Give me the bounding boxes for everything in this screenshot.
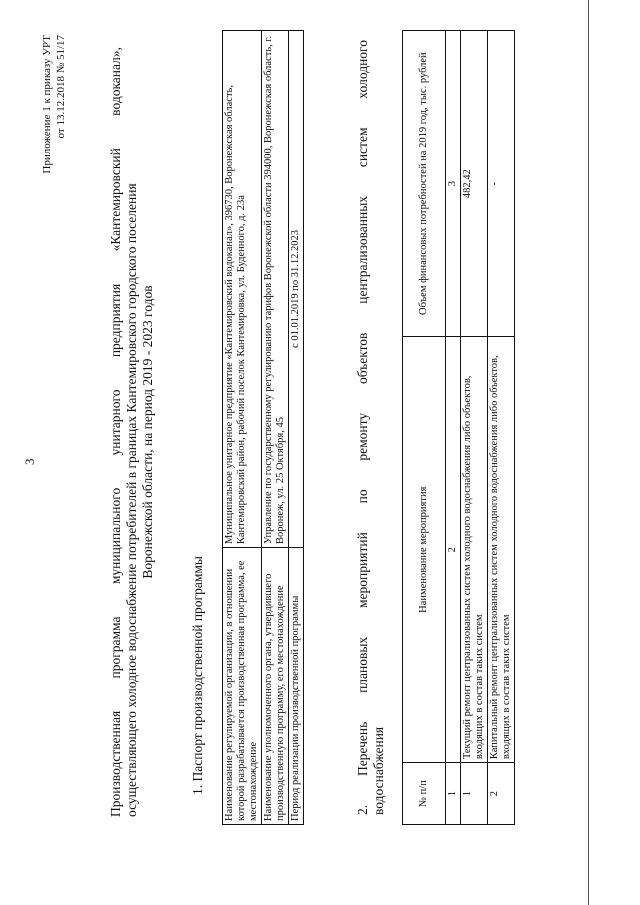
row-value: - xyxy=(488,31,515,337)
row-num: 2 xyxy=(488,763,515,825)
section-2-line-2: водоснабжения xyxy=(371,726,386,815)
column-number: 2 xyxy=(446,337,461,763)
row-name: Капитальный ремонт централизованных систем холодного водоснабжения либо объектов, входящих в состав таких систем xyxy=(488,337,515,763)
page-number: 3 xyxy=(22,458,37,465)
table-row xyxy=(461,31,488,825)
title-line-1: Производственная программа муниципального унитарного предприятия «Кантемировский водоканал», xyxy=(108,47,123,817)
header-name: Наименование мероприятия xyxy=(403,337,446,763)
passport-label: Наименование уполномоченного органа, утвердившего производственную программу, его местонахождение xyxy=(262,548,289,825)
passport-value: Управление по государственному регулированию тарифов Воронежской области 394000, Воронежская область, г. Воронеж, ул. 25 Октября, 45 xyxy=(262,31,289,548)
column-number: 1 xyxy=(446,763,461,825)
document-title xyxy=(108,47,156,817)
title-line-3: Воронежской области, на период 2019 - 2023 годов xyxy=(140,285,155,579)
passport-row xyxy=(289,31,304,825)
passport-row xyxy=(223,31,262,825)
row-value: 482,42 xyxy=(461,31,488,337)
column-number: 3 xyxy=(446,31,461,337)
section-1-heading: 1. Паспорт производственной программы xyxy=(190,556,205,795)
section-2-line-1: 2. Перечень плановых мероприятий по ремонту объектов централизованных систем холодного xyxy=(355,40,370,815)
title-line-2: осуществляющего холодное водоснабжение потребителей в границах Кантемировского городского поселения xyxy=(124,183,139,817)
passport-value: Муниципальное унитарное предприятие «Кантемировский водоканал», 396730, Воронежская область, Кантемировский район, рабочий поселок Кантемировка, ул. Буденного, д. 23а xyxy=(223,31,262,548)
row-num: 1 xyxy=(461,763,488,825)
measures-header-row xyxy=(403,31,446,825)
page-bottom-rule xyxy=(588,0,589,905)
passport-value: с 01.01.2019 по 31.12.2023 xyxy=(289,31,304,548)
table-row xyxy=(488,31,515,825)
column-numbers-row xyxy=(446,31,461,825)
annex-line-1: Приложение 1 к приказу УРТ xyxy=(41,35,53,174)
section-2-heading xyxy=(355,40,387,825)
header-value: Объем финансовых потребностей на 2019 год, тыс. рублей xyxy=(403,31,446,337)
row-name: Текущий ремонт централизованных систем холодного водоснабжения либо объектов, входящих в состав таких систем xyxy=(461,337,488,763)
annex-reference xyxy=(40,35,68,265)
header-num: № п/п xyxy=(403,763,446,825)
passport-table xyxy=(222,30,304,825)
measures-table xyxy=(402,30,515,825)
annex-line-2: от 13.12.2018 № 51/17 xyxy=(55,35,67,139)
passport-label: Период реализации производственной программы xyxy=(289,548,304,825)
passport-label: Наименование регулируемой организации, в отношении которой разрабатывается производственная программа, ее местонахождение xyxy=(223,548,262,825)
passport-row xyxy=(262,31,289,825)
